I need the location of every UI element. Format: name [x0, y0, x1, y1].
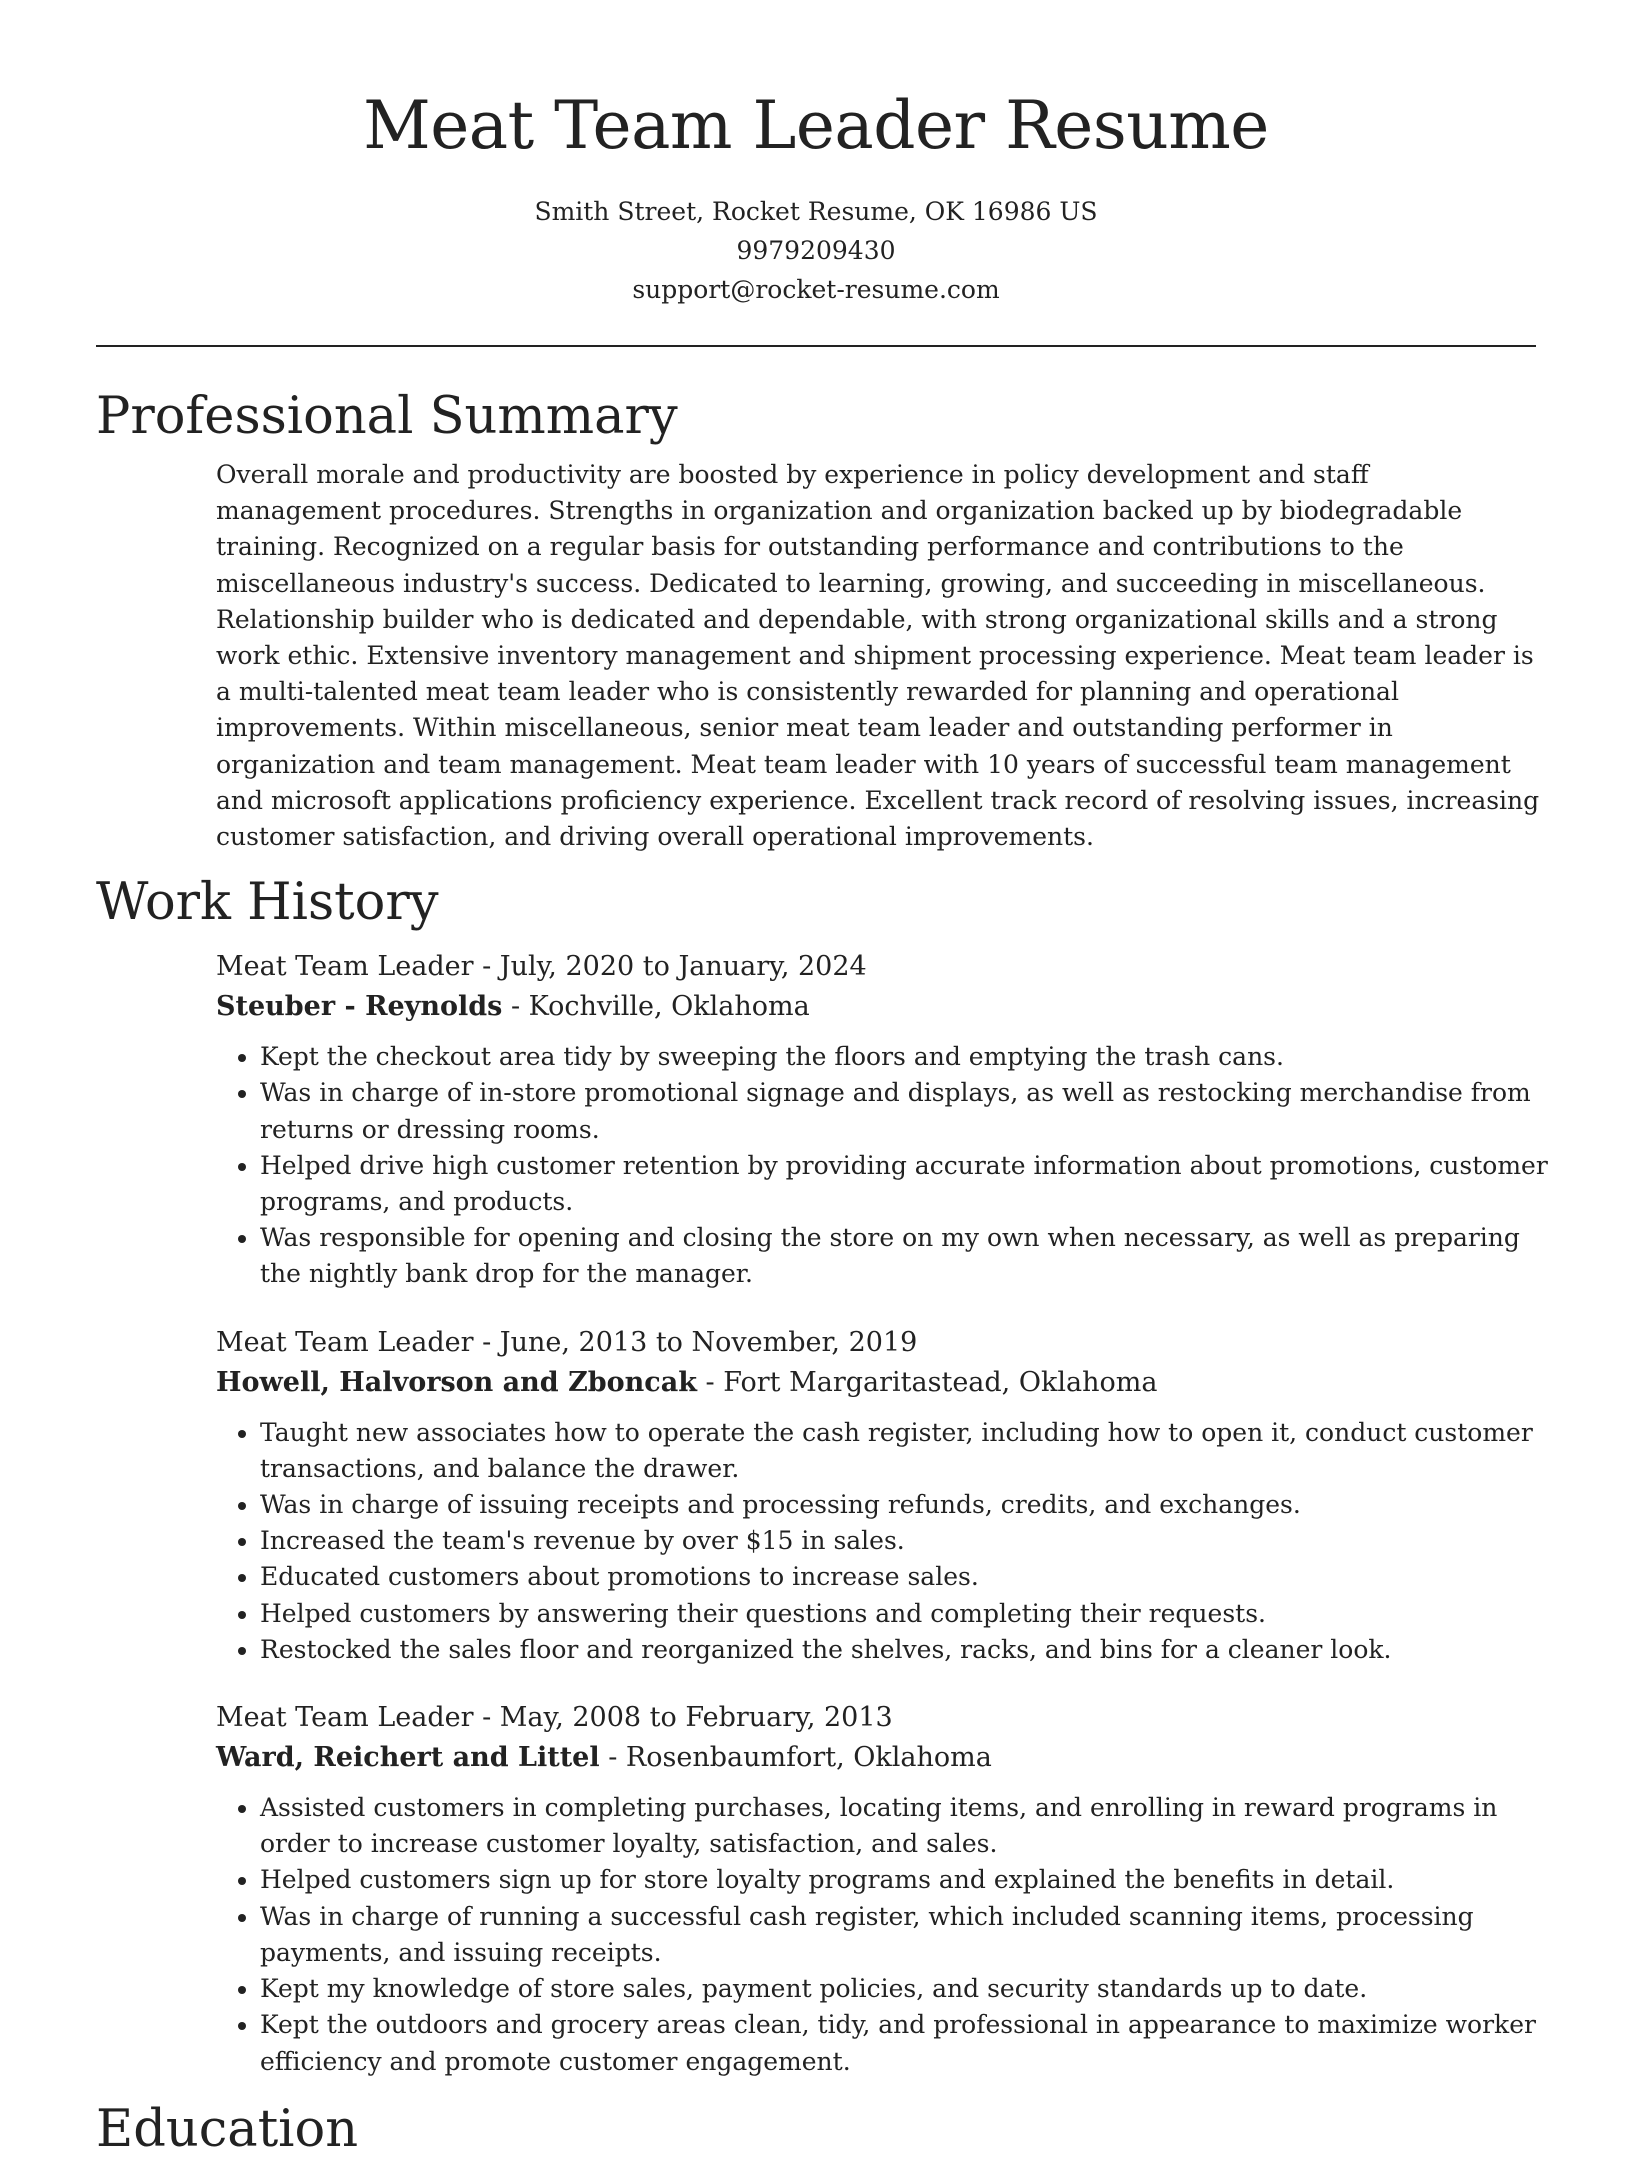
- list-item: • Increased the team's revenue by over $15 in sales.: [260, 1523, 1560, 1559]
- job-entry: [216, 1323, 1536, 1668]
- company-name: Ward, Reichert and Littel: [216, 1742, 600, 1774]
- job-duties: [216, 1415, 1560, 1668]
- header-divider: [96, 345, 1536, 347]
- resume-header: [96, 0, 1536, 309]
- job-location: - Rosenbaumfort, Oklahoma: [599, 1742, 992, 1774]
- resume-page: [96, 0, 1548, 2160]
- resume-title: Meat Team Leader Resume: [363, 87, 1269, 164]
- job-employer: [216, 987, 1536, 1027]
- job-heading: Meat Team Leader - July, 2020 to January, 2024: [216, 951, 867, 983]
- list-item: • Helped customers by answering their questions and completing their requests.: [260, 1596, 1560, 1632]
- job-duties: [216, 1790, 1560, 2080]
- list-item: • Was in charge of in-store promotional signage and displays, as well as restocking merchandise from returns or dressing rooms.: [260, 1075, 1560, 1147]
- company-name: Steuber - Reynolds: [216, 991, 503, 1023]
- list-item: • Taught new associates how to operate the cash register, including how to open it, conduct customer transactions, and balance the drawer.: [260, 1415, 1560, 1487]
- address: Smith Street, Rocket Resume, OK 16986 US: [534, 197, 1098, 226]
- contact-info: [96, 192, 1536, 309]
- job-entry: [216, 947, 1548, 1292]
- job-entry: [216, 1698, 1536, 2080]
- email: support@rocket-resume.com: [632, 275, 1000, 304]
- list-item: • Helped customers sign up for store loyalty programs and explained the benefits in detail.: [260, 1862, 1560, 1898]
- summary-text: Overall morale and productivity are boosted by experience in policy development and staff management procedures. Strengths in organization and organization backed up by biodegradable training. Recognized on a regular basis for outstanding performance and contributions to the miscellaneous industry's success. Dedicated to learning, growing, and succeeding in miscellaneous. Relationship builder who is dedicated and dependable, with strong organizational skills and a strong work ethic. Extensive inventory management and shipment processing experience. Meat team leader is a multi-talented meat team leader who is consistently rewarded for planning and operational improvements. Within miscellaneous, senior meat team leader and outstanding performer in organization and team management. Meat team leader with 10 years of successful team management and microsoft applications proficiency experience. Excellent track record of resolving issues, increasing customer satisfaction, and driving overall operational improvements.: [216, 460, 1540, 852]
- list-item: • Was in charge of running a successful cash register, which included scanning items, processing payments, and issuing receipts.: [260, 1899, 1560, 1971]
- section-title-work-history: Work History: [96, 873, 439, 933]
- list-item: • Assisted customers in completing purchases, locating items, and enrolling in reward programs in order to increase customer loyalty, satisfaction, and sales.: [260, 1790, 1560, 1862]
- list-item: • Was in charge of issuing receipts and processing refunds, credits, and exchanges.: [260, 1487, 1560, 1523]
- company-name: Howell, Halvorson and Zboncak: [216, 1366, 697, 1398]
- list-item: • Restocked the sales floor and reorganized the shelves, racks, and bins for a cleaner look.: [260, 1632, 1560, 1668]
- list-item: • Educated customers about promotions to increase sales.: [260, 1559, 1560, 1595]
- section-title-education: Education: [96, 2099, 359, 2159]
- list-item: • Kept the outdoors and grocery areas clean, tidy, and professional in appearance to maximize worker efficiency and promote customer engagement.: [260, 2007, 1560, 2079]
- job-location: - Kochville, Oklahoma: [502, 991, 810, 1023]
- job-employer: [216, 1738, 1536, 1778]
- phone: 9979209430: [736, 236, 896, 265]
- job-duties: [216, 1039, 1560, 1292]
- job-location: - Fort Margaritastead, Oklahoma: [696, 1366, 1158, 1398]
- list-item: • Kept my knowledge of store sales, payment policies, and security standards up to date.: [260, 1971, 1560, 2007]
- section-title-summary: Professional Summary: [96, 387, 678, 446]
- list-item: • Was responsible for opening and closing the store on my own when necessary, as well as preparing the nightly bank drop for the manager.: [260, 1220, 1560, 1292]
- list-item: • Helped drive high customer retention by providing accurate information about promotions, customer programs, and products.: [260, 1148, 1560, 1220]
- list-item: • Kept the checkout area tidy by sweeping the floors and emptying the trash cans.: [260, 1039, 1560, 1075]
- job-heading: Meat Team Leader - May, 2008 to February, 2013: [216, 1702, 893, 1734]
- job-heading: Meat Team Leader - June, 2013 to November, 2019: [216, 1326, 918, 1358]
- job-employer: [216, 1363, 1536, 1403]
